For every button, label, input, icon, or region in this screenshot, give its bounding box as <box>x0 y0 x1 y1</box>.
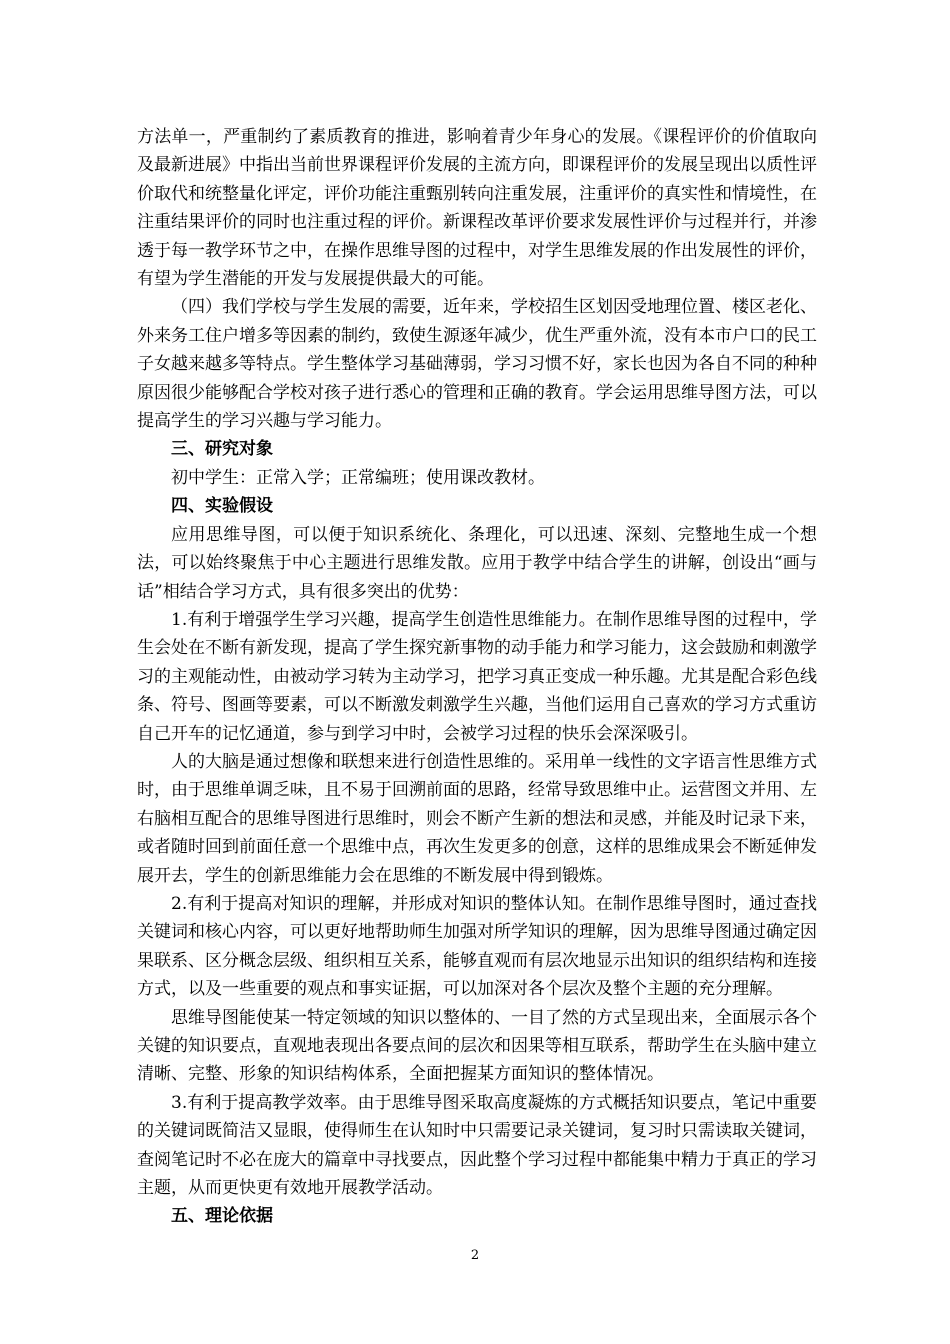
section-heading-research-subjects: 三、研究对象 <box>171 439 273 460</box>
paragraph-knowledge-structure: 思维导图能使某一特定领域的知识以整体的、一目了然的方式呈现出来，全面展示各个关键的知识要点，直观地表现出各要点间的层次和因果等相互联系，帮助学生在头脑中建立清晰、完整、形象的知识结构体系，全面把握某方面知识的整体情况。 <box>137 1007 817 1085</box>
paragraph-hypothesis-intro: 应用思维导图，可以便于知识系统化、条理化，可以迅速、深刻、完整地生成一个想法，可以始终聚焦于中心主题进行思维发散。应用于教学中结合学生的讲解，创设出“画与话”相结合学习方式，具有很多突出的优势： <box>137 524 817 602</box>
section-heading-theory: 五、理论依据 <box>171 1206 273 1227</box>
paragraph-advantage-3: 3.有利于提高教学效率。由于思维导图采取高度凝炼的方式概括知识要点，笔记中重要的关键词既简洁又显眼，使得师生在认知时中只需要记录关键词，复习时只需读取关键词，查阅笔记时不必在庞大的篇章中寻找要点，因此整个学习过程中都能集中精力于真正的学习主题，从而更快更有效地开展教学活动。 <box>137 1092 817 1199</box>
paragraph-school-needs: （四）我们学校与学生发展的需要，近年来，学校招生区划因受地理位置、楼区老化、外来务工住户增多等因素的制约，致使生源逐年减少，优生严重外流，没有本市户口的民工子女越来越多等特点。学生整体学习基础薄弱，学习习惯不好，家长也因为各自不同的种种原因很少能够配合学校对孩子进行悉心的管理和正确的教育。学会运用思维导图方法，可以提高学生的学习兴趣与学习能力。 <box>137 297 817 432</box>
paragraph-research-subjects: 初中学生：正常入学；正常编班；使用课改教材。 <box>171 467 545 488</box>
page-number: 2 <box>470 1248 480 1263</box>
paragraph-advantage-2: 2.有利于提高对知识的理解，并形成对知识的整体认知。在制作思维导图时，通过查找关键词和核心内容，可以更好地帮助师生加强对所学知识的理解，因为思维导图通过确定因果联系、区分概念层级、组织相互关系，能够直观而有层次地显示出知识的组织结构和连接方式，以及一些重要的观点和事实证据，可以加深对各个层次及整个主题的充分理解。 <box>137 893 817 1000</box>
paragraph-evaluation-continued: 方法单一，严重制约了素质教育的推进，影响着青少年身心的发展。《课程评价的价值取向及最新进展》中指出当前世界课程评价发展的主流方向，即课程评价的发展呈现出以质性评价取代和统整量化评定，评价功能注重甄别转向注重发展，注重评价的真实性和情境性，在注重结果评价的同时也注重过程的评价。新课程改革评价要求发展性评价与过程并行，并渗透于每一教学环节之中，在操作思维导图的过程中，对学生思维发展的作出发展性的评价，有望为学生潜能的开发与发展提供最大的可能。 <box>137 127 817 290</box>
section-heading-hypothesis: 四、实验假设 <box>171 496 273 517</box>
document-body <box>137 123 817 1231</box>
paragraph-creative-thinking: 人的大脑是通过想像和联想来进行创造性思维的。采用单一线性的文字语言性思维方式时，由于思维单调乏味，且不易于回溯前面的思路，经常导致思维中止。运营图文并用、左右脑相互配合的思维导图进行思维时，则会不断产生新的想法和灵感，并能及时记录下来，或者随时回到前面任意一个思维中点，再次生发更多的创意，这样的思维成果会不断延伸发展开去，学生的创新思维能力会在思维的不断发展中得到锻炼。 <box>137 751 817 886</box>
paragraph-advantage-1: 1.有利于增强学生学习兴趣，提高学生创造性思维能力。在制作思维导图的过程中，学生会处在不断有新发现，提高了学生探究新事物的动手能力和学习能力，这会鼓励和刺激学习的主观能动性，由被动学习转为主动学习，把学习真正变成一种乐趣。尤其是配合彩色线条、符号、图画等要素，可以不断激发刺激学生兴趣，当他们运用自己喜欢的学习方式重访自己开车的记忆通道，参与到学习中时，会被学习过程的快乐会深深吸引。 <box>137 609 817 744</box>
